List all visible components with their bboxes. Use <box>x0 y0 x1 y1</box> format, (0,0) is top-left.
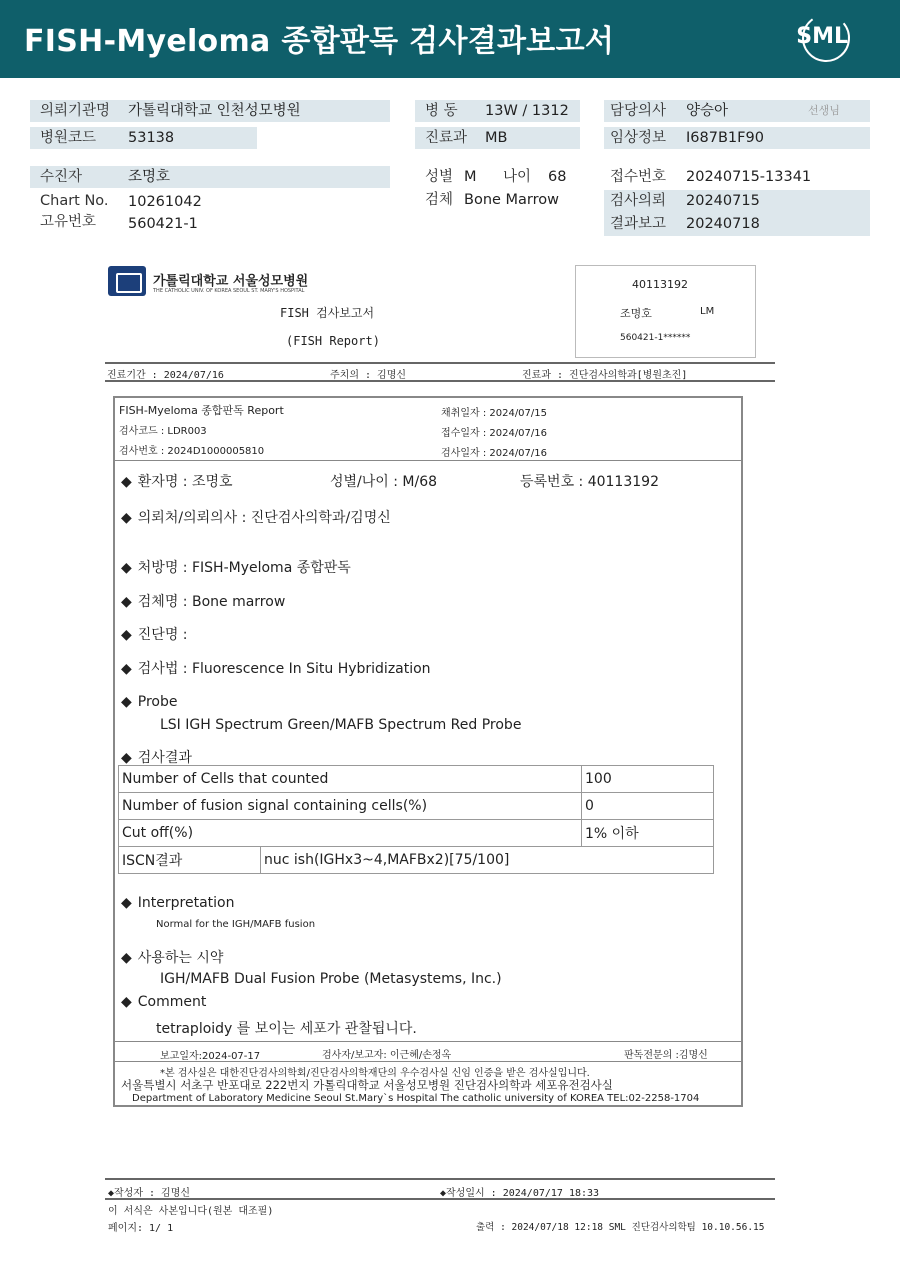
ward-label: 병 동 <box>425 103 458 119</box>
patient-label: 수진자 <box>40 169 83 185</box>
divider <box>105 1178 775 1180</box>
unique-value: 560421-1 <box>128 216 198 232</box>
reagent-label: ◆ 사용하는 시약 <box>121 947 223 967</box>
result-name: Number of Cells that counted <box>119 766 582 793</box>
comment-label: ◆ Comment <box>121 994 206 1010</box>
specialist: 판독전문의 :김명신 <box>624 1050 708 1061</box>
specimen-line: ◆ 검체명 : Bone marrow <box>121 591 285 611</box>
id-box-number: 40113192 <box>632 278 688 291</box>
department-label: 진료과 <box>425 130 468 146</box>
table-row <box>119 766 714 793</box>
report-frame <box>113 396 743 1107</box>
institution-value: 가톨릭대학교 인천성모병원 <box>128 103 301 119</box>
clinical-label: 임상정보 <box>610 130 667 146</box>
iscn-value: nuc ish(IGHx3~4,MAFBx2)[75/100] <box>261 847 714 874</box>
divider <box>115 1041 741 1042</box>
reagent-value: IGH/MAFB Dual Fusion Probe (Metasystems, Inc.) <box>160 971 502 987</box>
unique-label: 고유번호 <box>40 214 97 230</box>
table-row <box>119 847 714 874</box>
chart-label: Chart No. <box>40 193 109 209</box>
accept-date: 접수일자 : 2024/07/16 <box>441 428 548 439</box>
probe-label: ◆ Probe <box>121 694 178 710</box>
receipt-value: 20240715-13341 <box>686 169 812 185</box>
chart-value: 10261042 <box>128 194 202 210</box>
id-box-code: LM <box>700 306 715 317</box>
specimen-label: 검체 <box>425 192 454 208</box>
date-block <box>604 190 870 236</box>
specimen-value: Bone Marrow <box>464 192 560 208</box>
hospital-name-en: THE CATHOLIC UNIV. OF KOREA SEOUL ST. MARY'S HOSPITAL <box>153 288 305 294</box>
result-value: 100 <box>582 766 714 793</box>
results-table <box>118 765 714 874</box>
ward-value: 13W / 1312 <box>485 103 569 119</box>
report-title: FISH-Myeloma 종합판독 검사결과보고서 <box>24 24 615 59</box>
test-number: 검사번호 : 2024D1000005810 <box>119 446 265 457</box>
institution-label: 의뢰기관명 <box>40 103 111 119</box>
table-row <box>119 820 714 847</box>
hospital-code-value: 53138 <box>128 130 175 146</box>
interpretation-label: ◆ Interpretation <box>121 895 234 911</box>
hospital-logo-icon <box>108 266 146 296</box>
test-code: 검사코드 : LDR003 <box>119 426 207 437</box>
hospital-name: 가톨릭대학교 서울성모병원 <box>153 274 309 289</box>
result-name: Cut off(%) <box>119 820 582 847</box>
sex-value: M <box>464 169 477 185</box>
probe-value: LSI IGH Spectrum Green/MAFB Spectrum Red Probe <box>160 717 522 733</box>
footer-address: 서울특별시 서초구 반포대로 222번지 가톨릭대학교 서울성모병원 진단검사의학과 세포유전검사실 <box>121 1078 613 1092</box>
exam-date: 검사일자 : 2024/07/16 <box>441 448 548 459</box>
divider <box>115 460 741 461</box>
prescription-line: ◆ 처방명 : FISH-Myeloma 종합판독 <box>121 557 351 577</box>
result-date-label: 결과보고 <box>610 216 667 232</box>
header-bar <box>0 0 900 78</box>
footer-accreditation: *본 검사실은 대한진단검사의학회/진단검사의학재단의 우수검사실 신임 인증을 받은 검사실입니다. <box>160 1068 590 1079</box>
doctor-suffix: 선생님 <box>808 104 840 117</box>
sml-logo-text: SML <box>796 24 848 49</box>
divider <box>105 380 775 382</box>
copy-note: 이 서식은 사본입니다(원본 대조필) <box>108 1206 274 1217</box>
fish-report-title-en: (FISH Report) <box>286 334 380 348</box>
clinical-value: I687B1F90 <box>686 130 764 146</box>
divider <box>105 362 775 364</box>
sex-label: 성별 <box>425 169 454 185</box>
result-value: 1% 이하 <box>582 820 714 847</box>
clinical-row <box>604 127 870 149</box>
footer-department: Department of Laboratory Medicine Seoul St.Mary`s Hospital The catholic university of KOREA TEL:02-2258-1704 <box>132 1093 700 1104</box>
registration-line: 등록번호 : 40113192 <box>520 474 659 490</box>
department-value: MB <box>485 130 508 146</box>
fish-report-title: FISH 검사보고서 <box>280 306 375 320</box>
hospital-code-label: 병원코드 <box>40 130 97 146</box>
iscn-label: ISCN결과 <box>119 847 261 874</box>
written-at: ◆작성일시 : 2024/07/17 18:33 <box>440 1188 600 1199</box>
table-row <box>119 793 714 820</box>
request-value: 20240715 <box>686 193 760 209</box>
institution-row <box>30 100 390 122</box>
doctor-label: 담당의사 <box>610 103 667 119</box>
divider <box>115 1061 741 1062</box>
collect-date: 채취일자 : 2024/07/15 <box>441 408 548 419</box>
result-name: Number of fusion signal containing cells(%) <box>119 793 582 820</box>
interpretation-value: Normal for the IGH/MAFB fusion <box>156 919 316 930</box>
diagnosis-line: ◆ 진단명 : <box>121 624 188 644</box>
hospital-code-row <box>30 127 257 149</box>
doctor-row <box>604 100 870 122</box>
attending-doctor: 주치의 : 김명신 <box>330 370 407 381</box>
comment-value: tetraploidy 를 보이는 세포가 관찰됩니다. <box>156 1021 417 1037</box>
id-box-name: 조명호 <box>620 307 652 320</box>
doctor-value: 양승아 <box>686 103 729 119</box>
age-value: 68 <box>548 169 567 185</box>
visit-period: 진료기간 : 2024/07/16 <box>107 370 224 381</box>
test-name: FISH-Myeloma 종합판독 Report <box>119 404 284 417</box>
department-row <box>415 127 580 149</box>
writer: ◆작성자 : 김명신 <box>108 1188 191 1199</box>
result-date-value: 20240718 <box>686 216 760 232</box>
request-label: 검사의뢰 <box>610 193 667 209</box>
divider <box>105 1198 775 1200</box>
patient-line: ◆ 환자명 : 조명호 <box>121 471 233 491</box>
age-label: 나이 <box>503 169 532 185</box>
print-info: 출력 : 2024/07/18 12:18 SML 진단검사의학팀 10.10.56.15 <box>476 1222 765 1233</box>
result-section-label: ◆ 검사결과 <box>121 747 192 767</box>
page-number: 페이지: 1/ 1 <box>108 1223 174 1234</box>
requester-line: ◆ 의뢰처/의뢰의사 : 진단검사의학과/김명신 <box>121 507 391 527</box>
method-line: ◆ 검사법 : Fluorescence In Situ Hybridization <box>121 658 431 678</box>
result-value: 0 <box>582 793 714 820</box>
patient-value: 조명호 <box>128 169 171 185</box>
sexage-line: 성별/나이 : M/68 <box>330 474 438 490</box>
examiner: 검사자/보고자: 이근혜/손정옥 <box>322 1050 452 1061</box>
receipt-label: 접수번호 <box>610 169 667 185</box>
patient-row <box>30 166 390 188</box>
report-date: 보고일자:2024-07-17 <box>160 1051 261 1062</box>
visit-department: 진료과 : 진단검사의학과[병원초진] <box>522 370 688 381</box>
ward-row <box>415 100 580 122</box>
id-box-rrn: 560421-1****** <box>620 333 691 343</box>
patient-id-box <box>575 265 756 358</box>
